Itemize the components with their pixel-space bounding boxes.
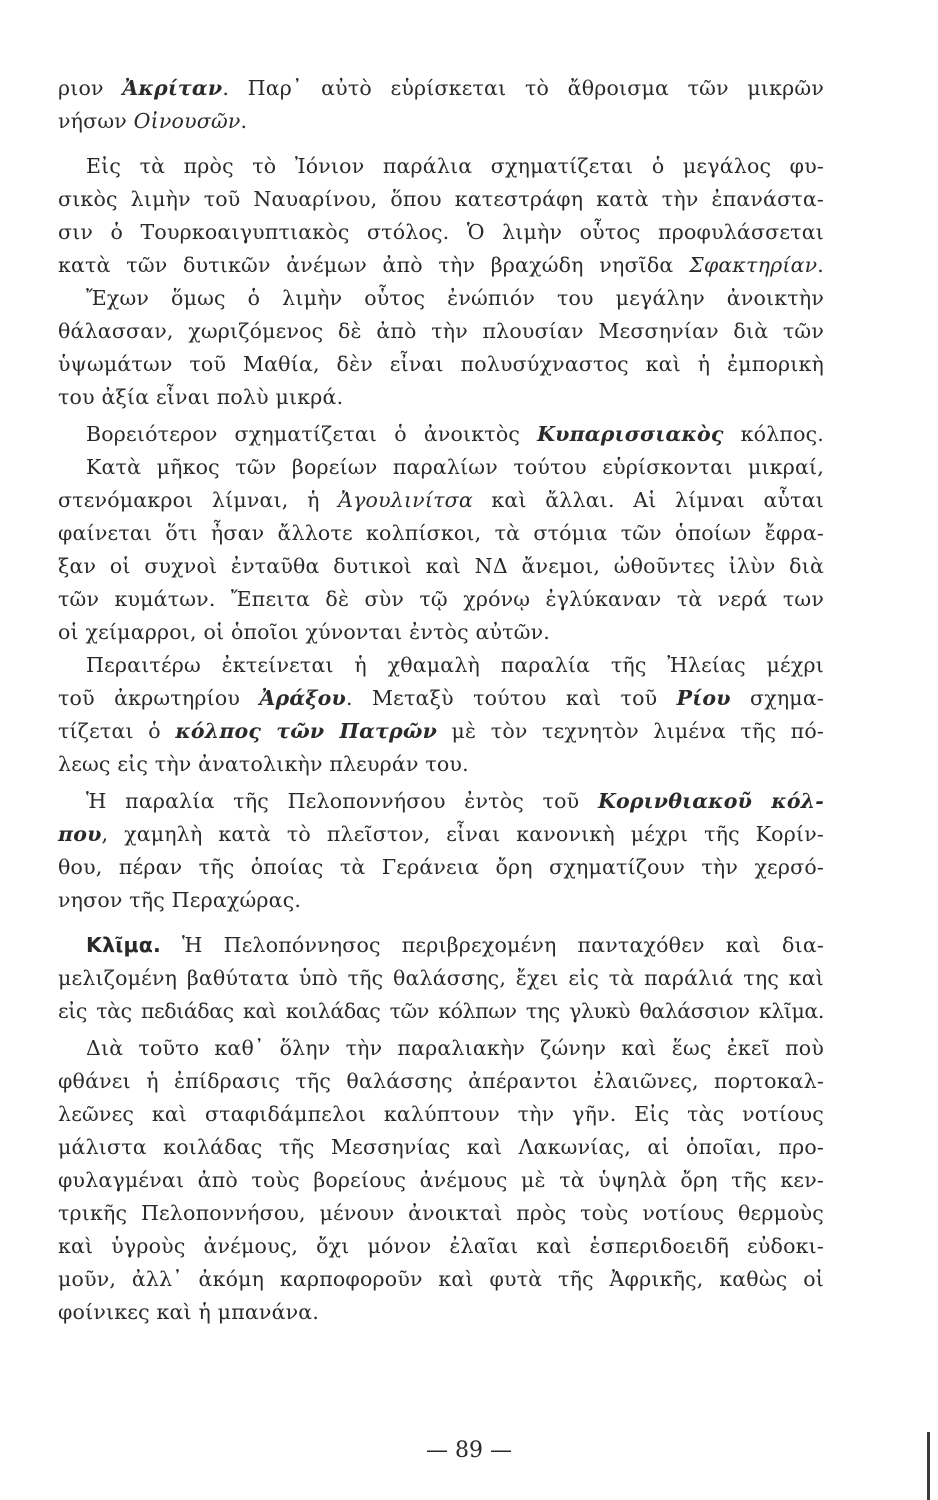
text-line	[58, 682, 824, 715]
place-name: Οἰνουσῶν	[133, 109, 241, 133]
text-run: . Μεταξὺ τούτου καὶ τοῦ	[345, 686, 677, 710]
text-line: Ἔχων ὅμως ὁ λιμὴν οὗτος ἐνώπιόν του μεγάλην ἀνοικτὴν	[86, 286, 824, 310]
page-body	[58, 72, 824, 1329]
text-run: μὲ τὸν τεχνητὸν λιμένα τῆς πό-	[437, 719, 824, 743]
text-line: ὑψωμάτων τοῦ Μαθία, δὲν εἶναι πολυσύχναστος καὶ ἡ ἐμπορικὴ	[58, 352, 824, 376]
text-run: καὶ ἄλλαι. Αἱ λίμναι αὗται	[472, 488, 824, 512]
page-number: — 89 —	[426, 1438, 512, 1463]
text-line: σικὸς λιμὴν τοῦ Ναυαρίνου, ὅπου κατεστράφη κατὰ τὴν ἐπανάστα-	[58, 187, 824, 211]
text-line: ξαν οἱ συχνοὶ ἐνταῦθα δυτικοὶ καὶ ΝΔ ἄνεμοι, ὠθοῦντες ἰλὺν διὰ	[58, 554, 824, 578]
text-line: τρικῆς Πελοποννήσου, μένουν ἀνοικταὶ πρὸς τοὺς νοτίους θερμοὺς	[58, 1201, 824, 1225]
text-line: φοίνικες καὶ ἡ μπανάνα.	[58, 1300, 320, 1324]
text-line: νησον τῆς Περαχώρας.	[58, 888, 302, 912]
text-run: Ἡ Πελοπόννησος περιβρεχομένη πανταχόθεν καὶ δια-	[161, 933, 824, 957]
text-run: .	[817, 253, 824, 277]
text-line: θάλασσαν, χωριζόμενος δὲ ἀπὸ τὴν πλουσίαν Μεσσηνίαν διὰ τῶν	[58, 319, 824, 343]
text-line	[58, 484, 824, 517]
text-line: Διὰ τοῦτο καθ᾿ ὅλην τὴν παραλιακὴν ζώνην καὶ ἕως ἐκεῖ ποὺ	[86, 1036, 824, 1060]
place-name: Ἀράξου	[259, 686, 346, 710]
place-name: που	[58, 822, 102, 846]
text-run: .	[240, 109, 248, 133]
place-name: κόλπος τῶν Πατρῶν	[175, 719, 438, 743]
text-line	[58, 249, 824, 282]
text-line: μοῦν, ἀλλ᾿ ἀκόμη καρποφοροῦν καὶ φυτὰ τῆς Ἀφρικῆς, καθὼς οἱ	[58, 1267, 824, 1291]
text-line: του ἀξία εἶναι πολὺ μικρά.	[58, 385, 344, 409]
text-run: νήσων	[58, 109, 134, 133]
place-name: Ἀγουλινίτσα	[338, 488, 473, 512]
scan-edge-mark	[927, 1432, 930, 1500]
text-line: μελιζομένη βαθύτατα ὑπὸ τῆς θαλάσσης, ἔχει εἰς τὰ παράλιά της καὶ	[58, 966, 824, 990]
place-name: Ἀκρίταν	[122, 76, 223, 100]
text-run: ριον	[58, 76, 123, 100]
text-line	[58, 929, 824, 962]
text-line	[58, 72, 824, 105]
text-line: Κατὰ μῆκος τῶν βορείων παραλίων τούτου εὑρίσκονται μικραί,	[86, 455, 824, 479]
text-line	[58, 785, 824, 818]
text-run: Ἡ παραλία τῆς Πελοποννήσου ἐντὸς τοῦ	[86, 789, 598, 813]
place-name: Σφακτηρίαν	[689, 253, 818, 277]
place-name: Ρίου	[676, 686, 731, 710]
text-line: μάλιστα κοιλάδας τῆς Μεσσηνίας καὶ Λακωνίας, αἱ ὁποῖαι, προ-	[58, 1135, 824, 1159]
text-run: στενόμακροι λίμναι, ἡ	[58, 488, 339, 512]
text-run: . Παρ᾿ αὐτὸ εὑρίσκεται τὸ ἄθροισμα τῶν μικρῶν	[222, 76, 824, 100]
text-line: οἱ χείμαρροι, οἱ ὁποῖοι χύνονται ἐντὸς αὐτῶν.	[58, 620, 551, 644]
text-line: θου, πέραν τῆς ὁποίας τὰ Γεράνεια ὄρη σχηματίζουν τὴν χερσό-	[58, 855, 824, 879]
text-run: τίζεται ὁ	[58, 719, 176, 743]
place-name: Κυπαρισσιακὸς	[537, 422, 724, 446]
text-line: σιν ὁ Τουρκοαιγυπτιακὸς στόλος. Ὁ λιμὴν οὗτος προφυλάσσεται	[58, 220, 824, 244]
text-line: φθάνει ἡ ἐπίδρασις τῆς θαλάσσης ἀπέραντοι ἐλαιῶνες, πορτοκαλ-	[58, 1069, 824, 1093]
text-line	[58, 418, 824, 451]
text-line: λεῶνες καὶ σταφιδάμπελοι καλύπτουν τὴν γῆν. Εἰς τὰς νοτίους	[58, 1102, 824, 1126]
text-run: τοῦ ἀκρωτηρίου	[58, 686, 260, 710]
text-line: τῶν κυμάτων. Ἔπειτα δὲ σὺν τῷ χρόνῳ ἐγλύκαναν τὰ νερά των	[58, 587, 824, 611]
text-line	[58, 105, 824, 138]
text-line: φαίνεται ὅτι ἦσαν ἄλλοτε κολπίσκοι, τὰ στόμια τῶν ὁποίων ἔφρα-	[58, 521, 824, 545]
text-line: φυλαγμέναι ἀπὸ τοὺς βορείους ἀνέμους μὲ τὰ ὑψηλὰ ὄρη τῆς κεν-	[58, 1168, 824, 1192]
text-line: Περαιτέρω ἐκτείνεται ἡ χθαμαλὴ παραλία τῆς Ἠλείας μέχρι	[86, 653, 824, 677]
text-line: εἰς τὰς πεδιάδας καὶ κοιλάδας τῶν κόλπων της γλυκὺ θαλάσσιον κλῖμα.	[58, 999, 824, 1023]
text-run: Βορειότερον σχηματίζεται ὁ ἀνοικτὸς	[86, 422, 538, 446]
text-line: λεως εἰς τὴν ἀνατολικὴν πλευράν του.	[58, 752, 469, 776]
text-line: καὶ ὑγροὺς ἀνέμους, ὄχι μόνον ἐλαῖαι καὶ ἑσπεριδοειδῆ εὐδοκι-	[58, 1234, 824, 1258]
section-heading: Κλῖμα.	[86, 933, 162, 957]
text-line	[58, 715, 824, 748]
place-name: Κορινθιακοῦ κόλ-	[597, 789, 825, 813]
text-run: κόλπος.	[723, 422, 825, 446]
text-run: σχημα-	[730, 686, 825, 710]
text-run: κατὰ τῶν δυτικῶν ἀνέμων ἀπὸ τὴν βραχώδη νησῖδα	[58, 253, 690, 277]
text-line	[58, 818, 824, 851]
text-run: , χαμηλὴ κατὰ τὸ πλεῖστον, εἶναι κανονικὴ μέχρι τῆς Κορίν-	[101, 822, 824, 846]
text-line: Εἰς τὰ πρὸς τὸ Ἰόνιον παράλια σχηματίζεται ὁ μεγάλος φυ-	[86, 154, 824, 178]
